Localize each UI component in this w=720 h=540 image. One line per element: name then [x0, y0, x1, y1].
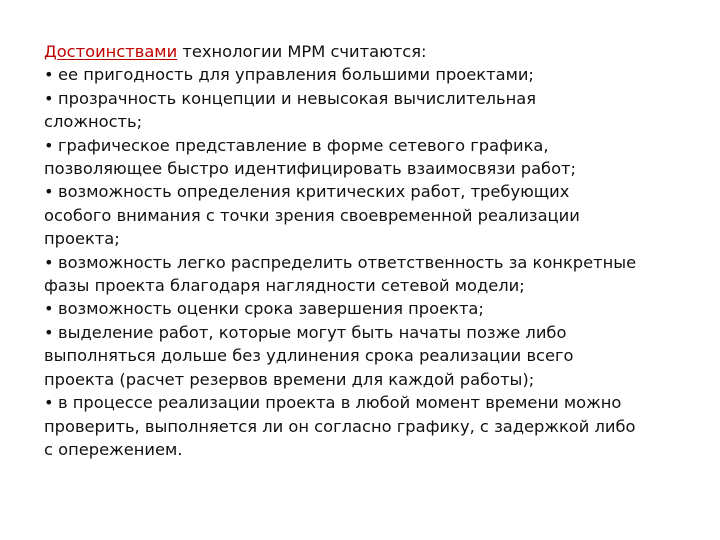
bullet-mark: •: [44, 135, 54, 155]
bullet-text: с опережением.: [44, 439, 183, 459]
bullet-text: проекта;: [44, 229, 120, 249]
bullet-text: графическое представление в форме сетевого графика,: [58, 135, 549, 155]
bullet-line: [44, 157, 684, 180]
bullet-item: [44, 134, 684, 181]
bullet-mark: •: [44, 252, 54, 272]
bullet-item: [44, 321, 684, 391]
bullet-list: [44, 63, 684, 461]
bullet-mark: •: [44, 322, 54, 342]
bullet-text: возможность легко распределить ответственность за конкретные: [58, 252, 637, 272]
bullet-text: выделение работ, которые могут быть начаты позже либо: [58, 322, 567, 342]
bullet-text: в процессе реализации проекта в любой момент времени можно: [58, 393, 622, 413]
bullet-line: [44, 134, 684, 157]
bullet-text: ее пригодность для управления большими проектами;: [58, 65, 534, 85]
bullet-text: возможность определения критических работ, требующих: [58, 182, 570, 202]
bullet-item: [44, 391, 684, 461]
bullet-text: проекта (расчет резервов времени для каждой работы);: [44, 369, 535, 389]
bullet-line: [44, 297, 684, 320]
bullet-text: прозрачность концепции и невысокая вычислительная: [58, 88, 537, 108]
bullet-line: [44, 204, 684, 227]
bullet-line: [44, 251, 684, 274]
bullet-mark: •: [44, 88, 54, 108]
intro-highlight: Достоинствами: [44, 42, 178, 61]
advantages-text-block: [44, 40, 684, 461]
bullet-item: [44, 87, 684, 134]
bullet-line: [44, 438, 684, 461]
intro-rest: технологии МРМ считаются:: [177, 42, 427, 61]
bullet-line: [44, 180, 684, 203]
bullet-item: [44, 297, 684, 320]
bullet-item: [44, 251, 684, 298]
bullet-text: выполняться дольше без удлинения срока реализации всего: [44, 346, 574, 366]
bullet-line: [44, 110, 684, 133]
bullet-line: [44, 274, 684, 297]
bullet-mark: •: [44, 65, 54, 85]
bullet-text: позволяющее быстро идентифицировать взаимосвязи работ;: [44, 159, 577, 179]
bullet-item: [44, 63, 684, 86]
bullet-mark: •: [44, 182, 54, 202]
bullet-text: особого внимания с точки зрения своевременной реализации: [44, 205, 580, 225]
bullet-text: проверить, выполняется ли он согласно графику, с задержкой либо: [44, 416, 636, 436]
bullet-mark: •: [44, 299, 54, 319]
bullet-item: [44, 180, 684, 250]
bullet-mark: •: [44, 393, 54, 413]
bullet-line: [44, 63, 684, 86]
bullet-text: сложность;: [44, 112, 143, 132]
bullet-line: [44, 321, 684, 344]
bullet-text: возможность оценки срока завершения проекта;: [58, 299, 484, 319]
bullet-line: [44, 391, 684, 414]
bullet-line: [44, 344, 684, 367]
bullet-line: [44, 87, 684, 110]
bullet-line: [44, 227, 684, 250]
bullet-line: [44, 415, 684, 438]
bullet-line: [44, 368, 684, 391]
bullet-text: фазы проекта благодаря наглядности сетевой модели;: [44, 276, 525, 296]
intro-line: [44, 40, 684, 63]
